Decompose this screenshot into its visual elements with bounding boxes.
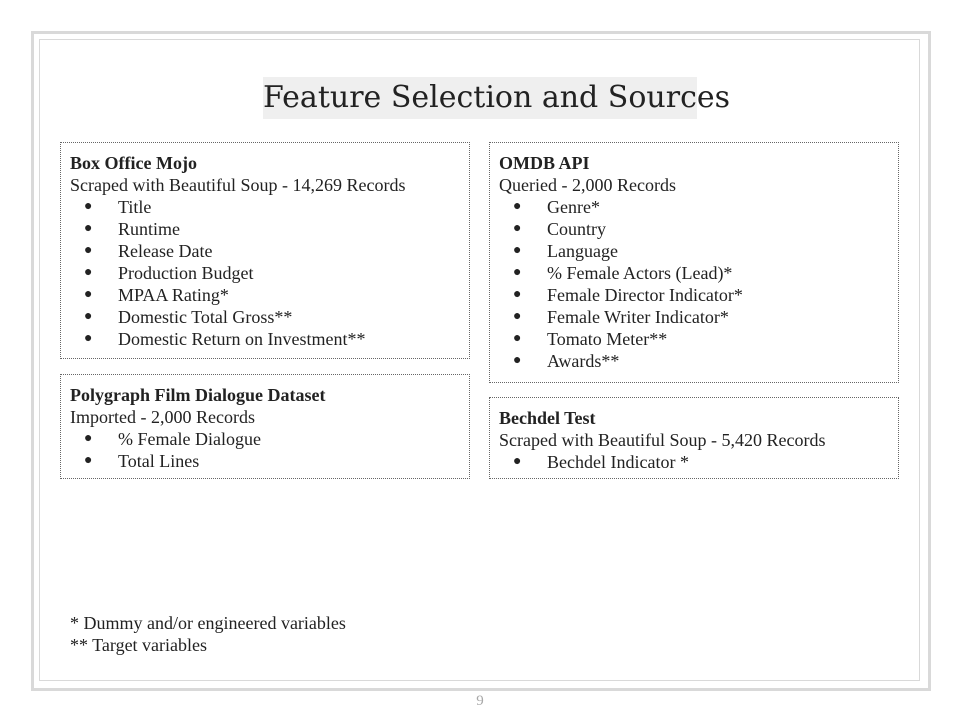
source-box-omdb-api (489, 142, 899, 383)
source-box-polygraph (60, 374, 470, 479)
feature-list-item (499, 451, 890, 473)
source-subtitle: Scraped with Beautiful Soup - 14,269 Records (70, 175, 406, 195)
source-subtitle: Scraped with Beautiful Soup - 5,420 Records (499, 430, 826, 450)
feature-label: Title (118, 197, 152, 217)
slide-title: Feature Selection and Sources (263, 77, 697, 119)
feature-label: Female Writer Indicator* (547, 307, 729, 327)
feature-label: Language (547, 241, 618, 261)
feature-list (499, 451, 890, 473)
feature-list-item (70, 284, 461, 306)
feature-label: Bechdel Indicator * (547, 452, 689, 472)
bullet-icon: ● (84, 453, 93, 468)
source-title: Polygraph Film Dialogue Dataset (70, 385, 326, 405)
feature-list-item (70, 196, 461, 218)
bullet-icon: ● (513, 287, 522, 302)
feature-label: Domestic Return on Investment** (118, 329, 366, 349)
footnote-target-variables: ** Target variables (70, 635, 208, 655)
feature-list-item (499, 350, 890, 372)
bullet-icon: ● (513, 353, 522, 368)
bullet-icon: ● (513, 309, 522, 324)
bullet-icon: ● (84, 431, 93, 446)
feature-label: Total Lines (118, 451, 200, 471)
feature-list-item (70, 428, 461, 450)
feature-list-item (70, 450, 461, 472)
feature-list (499, 196, 890, 372)
source-title: OMDB API (499, 153, 590, 173)
feature-list-item (499, 328, 890, 350)
feature-list-item (499, 240, 890, 262)
source-box-bechdel-test (489, 397, 899, 479)
feature-list-item (499, 196, 890, 218)
bullet-icon: ● (513, 331, 522, 346)
feature-label: Female Director Indicator* (547, 285, 743, 305)
feature-label: Awards** (547, 351, 620, 371)
feature-list-item (70, 240, 461, 262)
bullet-icon: ● (84, 243, 93, 258)
feature-label: % Female Dialogue (118, 429, 261, 449)
source-box-box-office-mojo (60, 142, 470, 359)
feature-list (70, 428, 461, 472)
feature-label: Production Budget (118, 263, 254, 283)
bullet-icon: ● (84, 287, 93, 302)
bullet-icon: ● (84, 199, 93, 214)
feature-label: Country (547, 219, 607, 239)
bullet-icon: ● (513, 199, 522, 214)
feature-label: Domestic Total Gross** (118, 307, 293, 327)
feature-list-item (499, 262, 890, 284)
feature-list-item (70, 328, 461, 350)
bullet-icon: ● (84, 331, 93, 346)
bullet-icon: ● (84, 309, 93, 324)
feature-list-item (70, 218, 461, 240)
feature-label: Tomato Meter** (547, 329, 668, 349)
feature-list (70, 196, 461, 350)
bullet-icon: ● (513, 243, 522, 258)
bullet-icon: ● (84, 221, 93, 236)
source-title: Box Office Mojo (70, 153, 197, 173)
feature-list-item (70, 306, 461, 328)
source-subtitle: Queried - 2,000 Records (499, 175, 676, 195)
feature-label: Runtime (118, 219, 180, 239)
feature-label: % Female Actors (Lead)* (547, 263, 733, 283)
bullet-icon: ● (84, 265, 93, 280)
feature-label: Genre* (547, 197, 600, 217)
feature-list-item (499, 284, 890, 306)
source-subtitle: Imported - 2,000 Records (70, 407, 255, 427)
footnote-dummy-variables: * Dummy and/or engineered variables (70, 613, 346, 633)
footnotes (70, 612, 346, 656)
feature-list-item (499, 306, 890, 328)
feature-list-item (70, 262, 461, 284)
bullet-icon: ● (513, 454, 522, 469)
page-number: 9 (476, 693, 484, 709)
bullet-icon: ● (513, 221, 522, 236)
feature-label: Release Date (118, 241, 213, 261)
bullet-icon: ● (513, 265, 522, 280)
feature-list-item (499, 218, 890, 240)
feature-label: MPAA Rating* (118, 285, 229, 305)
source-title: Bechdel Test (499, 408, 596, 428)
